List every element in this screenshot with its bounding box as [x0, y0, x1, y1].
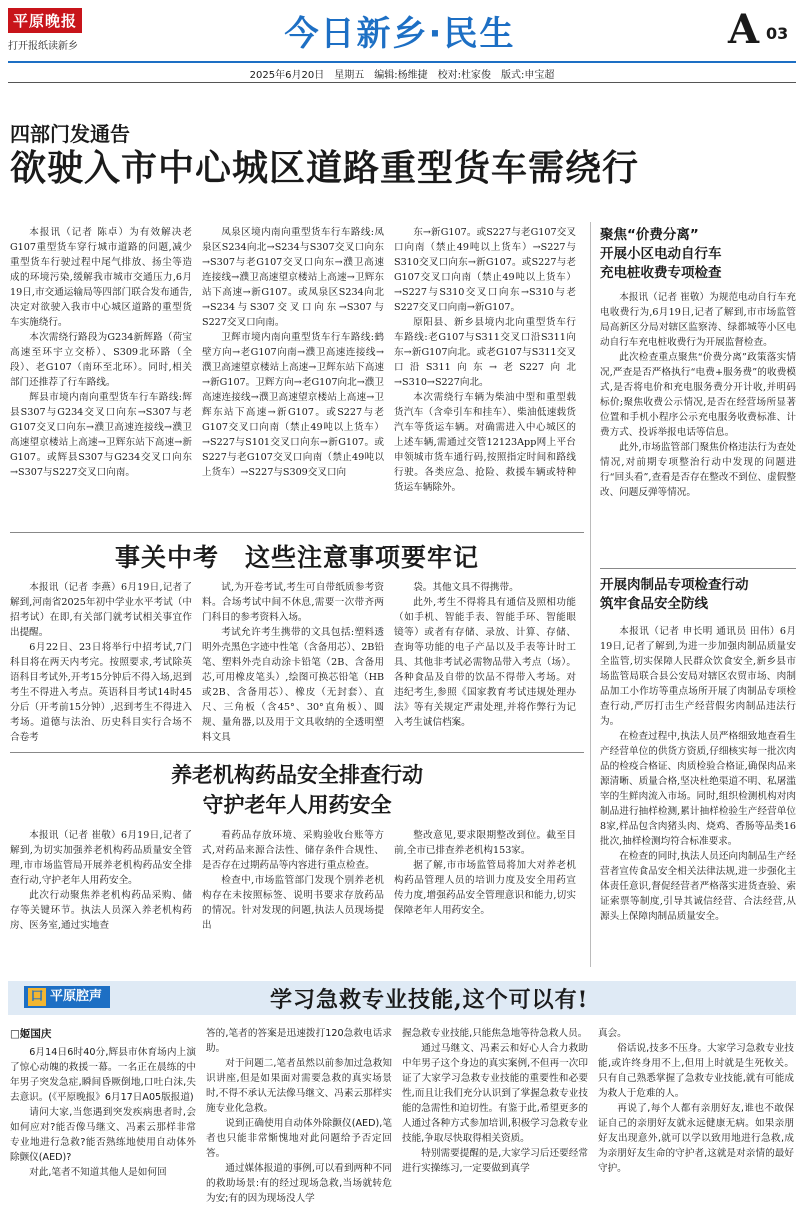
- paragraph: 再说了,每个人都有亲朋好友,谁也不敢保证自己的亲朋好友就永远健康无病。如果亲朋好友出现意外,就可以学以致用地进行急救,成为亲朋好友生命的守护者,这就是对亲情的最好守护。: [598, 1103, 794, 1174]
- paragraph: 本报讯（记者 李燕）6月19日,记者了解到,河南省2025年初中学业水平考试（中招考试）在即,有关部门就考试相关事宜作出提醒。: [10, 582, 192, 638]
- paragraph: 此外,考生不得将具有通信及照相功能（如手机、智能手表、智能手环、智能眼镜等）或者有存储、录放、计算、存储、查询等功能的电子产品以及手表等计时工具、其他非考试必需物品带入考点（场）。各种食品及自带的饮品不得带入考场。对违纪考生,参照《国家教育考试违规处理办法》等有关规定严肃处理,并将作弊行为记入考生诚信档案。: [394, 597, 576, 728]
- newspaper-tagline: 打开报纸读新乡: [8, 41, 78, 52]
- paragraph: 请问大家,当您遇到突发疾病患者时,会如何应对?能否像马继文、冯素云那样非常专业地进行急救?能否熟练地使用自动体外除颤仪(AED)?: [10, 1107, 196, 1163]
- section-title: 今日新乡·民生: [284, 14, 516, 54]
- paragraph: 6月14日6时40分,辉县市休育场内上演了惊心动魄的救援一幕。一名正在晨练的中年男子突发急症,瞬间昏厥倒地,口吐白沫,失去意识。(《平原晚报》6月17日A05版报道): [10, 1047, 196, 1103]
- headline-line: 养老机构药品安全排查行动: [171, 763, 423, 787]
- headline-line: 筑牢食品安全防线: [600, 596, 708, 612]
- story3-headline: [10, 760, 584, 820]
- sidebar-divider: [600, 568, 796, 569]
- story2-column-3: [394, 580, 576, 750]
- paragraph: 袋。其他文具不得携带。: [413, 582, 519, 593]
- headline-line: 充电桩收费专项检查: [600, 265, 722, 281]
- story2-headline: 事关中考 这些注意事项要牢记: [114, 543, 479, 572]
- paragraph: 原阳县、新乡县境内北向重型货车行车路线:老G107与S311交叉口沿S311向东→新G107向北。或老G107与S311交叉口沿S311向东→老S227向北→S310→S227向北。: [394, 317, 576, 388]
- story2-column-2: [202, 580, 384, 750]
- story1-column-3: [394, 225, 576, 530]
- story3-column-1: [10, 828, 192, 968]
- paragraph: 本报讯（记者 申长明 通讯员 田伟）6月19日,记者了解到,为进一步加强肉制品质量安全监管,切实保障人民群众饮食安全,新乡县市场监管局联合县公安局对辖区农贸市场、肉制品加工小作坊等重点场所开展了肉制品专项检查行动,严厉打击生产经营假劣肉制品违法行为。: [600, 626, 796, 727]
- column-tag: 平原腔声: [24, 986, 110, 1008]
- paragraph: 真会。: [598, 1028, 627, 1039]
- paragraph: 在检查过程中,执法人员严格细致地查看生产经营单位的供货方资质,仔细核实每一批次肉品的检疫合格证、肉质检验合格证,确保肉品来源清晰、质量合格,坚决杜绝渠道不明、私屠滥宰的生鲜肉流入市场。同时,组织检测机构对肉制品进行抽样检测,累计抽样检验生产经营单位8家,样品包含肉猪头肉、烧鸡、香肠等品类16批次,抽样检测均符合标准要求。: [600, 731, 796, 847]
- headline-line: 聚焦“价费分离”: [600, 227, 699, 243]
- story1-column-2: [202, 225, 384, 530]
- section-divider: [10, 532, 584, 533]
- paragraph: 考试允许考生携带的文具包括:塑料透明外壳黑色字迹中性笔（含备用芯）、2B铅笔、塑料外壳自动涂卡铅笔（2B、含备用芯,可用橡皮笔头）,绘图可换芯铅笔（HB或2B、含备用芯）、橡皮（无封套）、直尺、三角板（含45°、30°直角板）、圆规、量角器,以及用于文具收纳的全透明塑料文具: [202, 627, 384, 743]
- paragraph: 此外,市场监管部门聚焦价格违法行为查处情况,对前期专项整治行动中发现的问题进行“回头看”,查看是否存在整改不到位、虚假整改、问题反弹等情况。: [600, 442, 796, 498]
- paragraph: 整改意见,要求限期整改到位。截至目前,全市已排查养老机构153家。: [394, 830, 576, 856]
- paragraph: 本报讯（记者 陈卓）为有效解决老G107重型货车穿行城市道路的问题,减少重型货车行驶过程中尾气排放、扬尘等造成的环境污染,缓解我市城市交通压力,6月19日,市交通运输局等四部门联合发布通告,决定对欲驶入我市中心城区道路的重型货车实施绕行。: [10, 227, 192, 328]
- story3-column-2: [202, 828, 384, 968]
- column-body-2: [206, 1026, 392, 1204]
- paragraph: 东→新G107。或S227与老G107交叉口向南（禁止49吨以上货车）→S227与S310交叉口向东→新G107。或S227与老G107交叉口向南（禁止49吨以上货车）→S227与S310交叉口向东→S310与老S227交叉口向南→新G107。: [394, 227, 576, 313]
- newspaper-brand: [8, 8, 120, 52]
- paragraph: 本报讯（记者 崔敬）为规范电动自行车充电收费行为,6月19日,记者了解到,市市场监管局高新区分局对辖区监察涛、绿都城等小区电动自行车充电桩收费行为开展监督检查。: [600, 292, 796, 348]
- paragraph: 本次需绕行车辆为柴油中型和重型载货汽车（含牵引车和挂车）、柴油低速载货汽车等货运车辆。对确需进入中心城区的上述车辆,需通过交管12123App网上平台申领城市货车通行码,按照指定时间和路线行驶。各类应急、抢险、救援车辆或特种货运车辆除外。: [394, 392, 576, 493]
- paragraph: 辉县市境内南向重型货车行车路线:辉县S307与G234交叉口向东→S307与老G107交叉口向东→濮卫高速连接线→濮卫高速望京楼站上高速→卫辉东站下高速→新G107。或辉县S307与G234交叉口向东→S307与S227交叉口向南。: [10, 392, 192, 478]
- paragraph: 说到正确使用自动体外除颤仪(AED),笔者也只能非常惭愧地对此问题给予否定回答。: [206, 1118, 392, 1159]
- dateline-rule: [8, 82, 796, 83]
- paragraph: 据了解,市市场监管局将加大对养老机构药品管理人员的培训力度及安全用药宣传力度,增强药品安全管理意识和能力,切实保障老年人用药安全。: [394, 860, 576, 916]
- paragraph: 对此,笔者不知道其他人是如何回: [29, 1167, 167, 1178]
- sidebar1-headline: [600, 226, 796, 283]
- headline-line: 开展小区电动自行车: [600, 246, 722, 262]
- paragraph: 通过马继文、冯素云和好心人合力救助中年男子这个身边的真实案例,不但再一次印证了大家学习急救专业技能的重要性和必要性,而且让我们充分认识到了掌握急救专业技能的急需性和迫切性。有鉴于此,希望更多的人通过各种方式参加培训,积极学习急救专业技能,争取尽快取得相关资质。: [402, 1043, 588, 1144]
- story1-kicker: 四部门发通告: [10, 122, 130, 146]
- story1-column-1: [10, 225, 192, 530]
- paragraph: 此次检查重点聚焦“价费分离”政策落实情况,严查是否严格执行“电费+服务费”的收费模式,是否将电价和充电服务费分开计收,并明码标价;聚焦收费公示情况,是否在经营场所显著位置和手机小程序公示充电服务收费标准、计费方式、投诉举报电话等信息。: [600, 352, 796, 438]
- paragraph: 本报讯（记者 崔敬）6月19日,记者了解到,为切实加强养老机构药品质量安全管理,市市场监管局开展养老机构药品安全排查行动,守护老年人用药安全。: [10, 830, 192, 886]
- column-body-1: [10, 1045, 196, 1197]
- column-tag-icon: 口: [28, 988, 46, 1006]
- page-letter: A: [728, 6, 760, 53]
- sidebar2-headline: [600, 576, 796, 614]
- page-number: 03: [766, 24, 789, 43]
- paragraph: 答的,笔者的答案是迅速拨打120急救电话求助。: [206, 1028, 392, 1054]
- paragraph: 握急救专业技能,只能焦急地等待急救人员。: [402, 1028, 588, 1039]
- paragraph: 看药品存放环境、采购验收台账等方式,对药品来源合法性、储存条件合规性、是否存在过期药品等内容进行重点检查。: [202, 830, 384, 871]
- newspaper-logo: 平原晚报: [8, 8, 82, 33]
- paragraph: 6月22日、23日将举行中招考试,7门科目将在两天内考完。按照要求,考试除英语科目考试外,开考15分钟后不得入场,迟到考生不得进入考点。英语科目考试14时45分后（开考前15分钟）,迟到考生不得进入考场。道德与法治、历史科目实行合场不合卷考: [10, 642, 192, 743]
- sidebar1-body: [600, 290, 796, 560]
- sidebar-divider: [590, 222, 591, 967]
- paragraph: 卫辉市境内南向重型货车行车路线:鹤壁方向→老G107向南→濮卫高速连接线→濮卫高速望京楼站上高速→卫辉东站下高速→新G107。卫辉方向→老G107向北→濮卫高速连接线→濮卫高速望京楼站上高速→卫辉东站下高速→新G107。或S227与老G107交叉口向南（禁止49吨以上货车）→S227与S101交叉口向东→新G107。或S227与老G107交叉口向南（禁止49吨以上货车）→S227与S309交叉口向: [202, 332, 384, 478]
- paragraph: 检查中,市场监管部门发现个别养老机构存在未按照标签、说明书要求存放药品的情况。针对发现的问题,执法人员现场提出: [202, 875, 384, 931]
- section-divider: [10, 752, 584, 753]
- paragraph: 通过媒体报道的事例,可以看到两种不同的救助场景:有的经过现场急救,当场就转危为安;有的因为现场没人学: [206, 1163, 392, 1204]
- masthead-rule: [8, 61, 796, 63]
- column-headline: 学习急救专业技能,这个可以有!: [270, 987, 589, 1013]
- paragraph: 试,为开卷考试,考生可自带纸质参考资料。合场考试中间不休息,需要一次带齐两门科目的参考资料入场。: [202, 582, 384, 623]
- paragraph: 俗话说,技多不压身。大家学习急救专业技能,或许终身用不上,但用上时就是生死攸关。只有自己熟悉掌握了急救专业技能,就有可能成为救人于危难的人。: [598, 1043, 794, 1099]
- paragraph: 特别需要提醒的是,大家学习后还要经常进行实操练习,一定要做到真学: [402, 1148, 588, 1174]
- column-body-3: [402, 1026, 588, 1197]
- sidebar2-body: [600, 624, 796, 969]
- story1-headline: 欲驶入市中心城区道路重型货车需绕行: [10, 148, 640, 189]
- dateline: 2025年6月20日 星期五 编辑:杨维捷 校对:杜家俊 版式:申宝超: [249, 70, 555, 81]
- headline-line: 开展肉制品专项检查行动: [600, 577, 749, 593]
- paragraph: 在检查的同时,执法人员还向肉制品生产经营者宣传食品安全相关法律法规,进一步强化主体责任意识,督促经营者严格落实进货查验、索证索票等制度,引导其诚信经营、合法经营,从源头上保障肉制品质量安全。: [600, 851, 796, 922]
- story2-column-1: [10, 580, 192, 750]
- paragraph: 此次行动聚焦养老机构药品采购、储存等关键环节。执法人员深入养老机构药房、医务室,通过实地查: [10, 890, 192, 931]
- paragraph: 凤泉区境内南向重型货车行车路线:凤泉区S234向北→S234与S307交叉口向东→S307与老G107交叉口向东→濮卫高速连接线→濮卫高速望京楼站上高速→卫辉东站下高速→新G107。或凤泉区S234向北→S234与S307交叉口向东→S307与S227交叉口向南。: [202, 227, 384, 328]
- story3-column-3: [394, 828, 576, 968]
- paragraph: 本次需绕行路段为G234新辉路（荷宝高速至环宇立交桥）、S309北环路（全段）、老G107（南环至北环）。同时,相关部门还推荐了行车路线。: [10, 332, 192, 388]
- column-author: □姬国庆: [10, 1028, 52, 1040]
- headline-line: 守护老年人用药安全: [202, 793, 392, 817]
- paragraph: 对于问题二,笔者虽然以前参加过急救知识讲座,但是如果面对需要急救的真实场景时,不得不承认无法像马继文、冯素云那样实施专业化急救。: [206, 1058, 392, 1114]
- column-body-4: [598, 1026, 794, 1197]
